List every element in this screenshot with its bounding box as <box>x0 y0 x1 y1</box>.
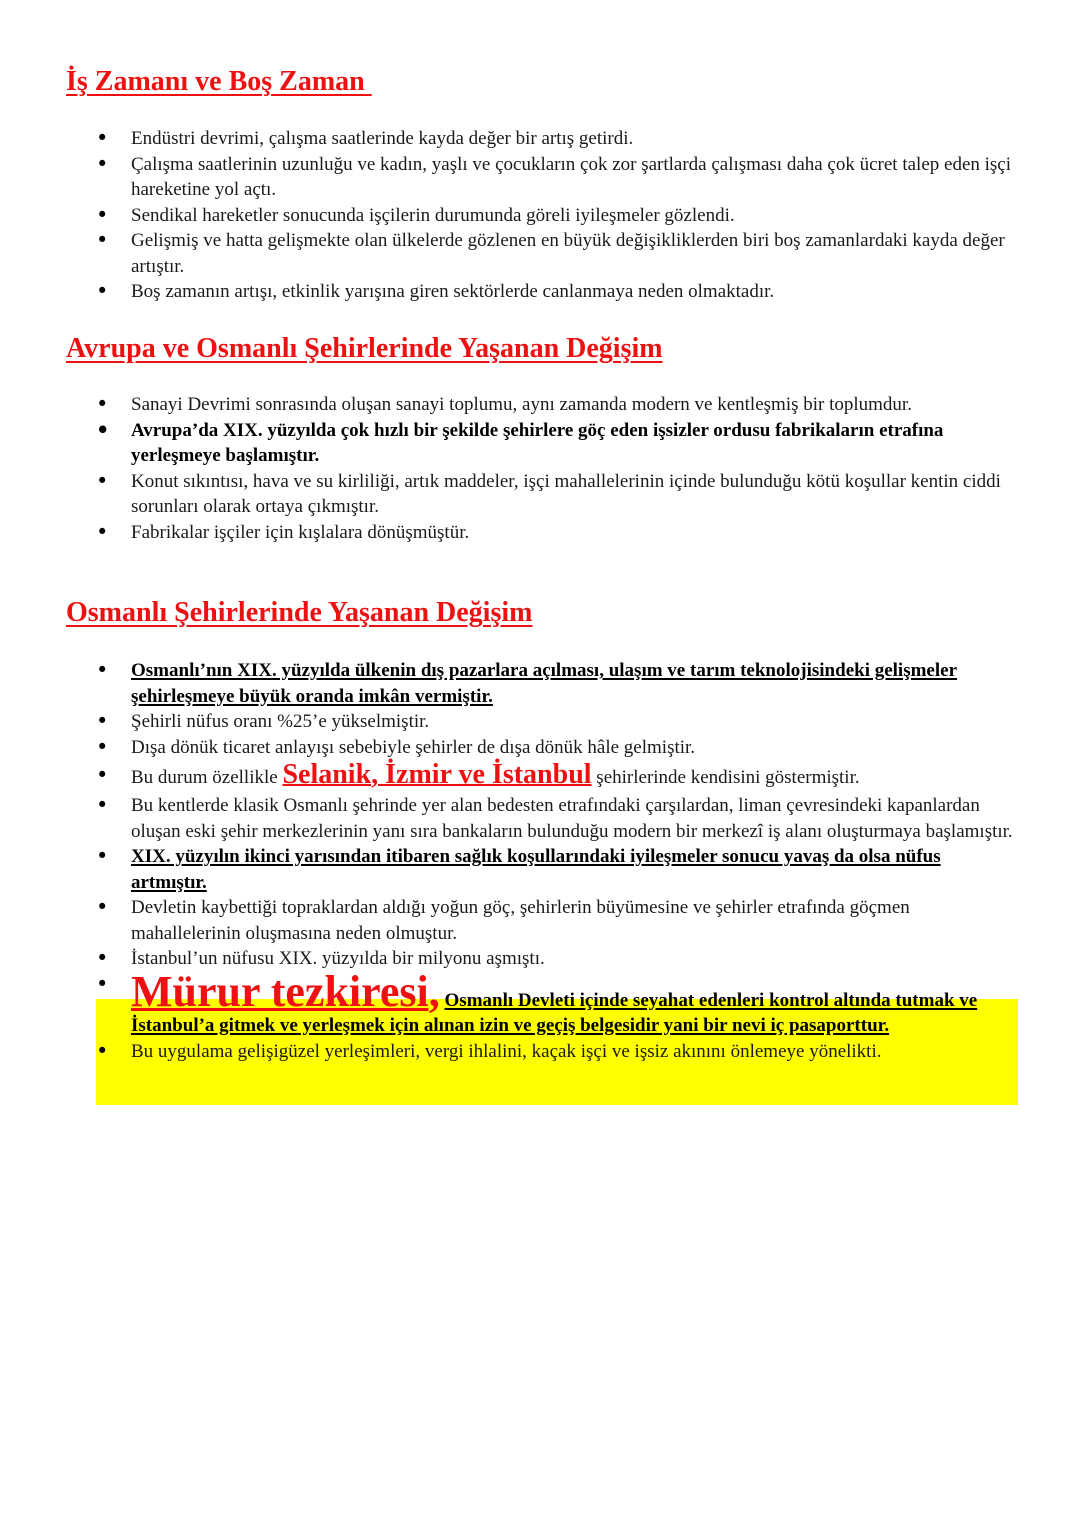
list-item: • Dışa dönük ticaret anlayışı sebebiyle şehirler de dışa dönük hâle gelmiştir. <box>0 735 1080 761</box>
list-item: • Bu uygulama gelişigüzel yerleşimleri, vergi ihlalini, kaçak işçi ve işsiz akınını önlemeye yönelikti. <box>0 1039 1080 1065</box>
list-item <box>0 760 1080 793</box>
list-item: • Çalışma saatlerinin uzunluğu ve kadın, yaşlı ve çocukların çok zor şartlarda çalışması daha çok ücret talep eden işçi hareketine yol açtı. <box>0 152 1080 203</box>
heading-is-zamani: İş Zamanı ve Boş Zaman <box>66 66 372 97</box>
list-osmanli-sehirleri <box>0 658 1080 1064</box>
list-item: • Devletin kaybettiği topraklardan aldığı yoğun göç, şehirlerin büyümesine ve şehirler etrafında göçmen mahallelerinin oluşmasına neden olmuştur. <box>0 895 1080 946</box>
list-item: • Gelişmiş ve hatta gelişmekte olan ülkelerde gözlenen en büyük değişikliklerden biri boş zamanlardaki kayda değer artıştır. <box>0 228 1080 279</box>
list-item: • Şehirli nüfus oranı %25’e yükselmiştir. <box>0 709 1080 735</box>
list-item: • Fabrikalar işçiler için kışlalara dönüşmüştür. <box>0 520 1080 546</box>
list-item-murur <box>0 966 1080 1039</box>
list-item: • Boş zamanın artışı, etkinlik yarışına giren sektörlerde canlanmaya neden olmaktadır. <box>0 279 1080 305</box>
list-item: • Endüstri devrimi, çalışma saatlerinde kayda değer bir artış getirdi. <box>0 126 1080 152</box>
murur-definition: Osmanlı Devleti içinde seyahat edenleri kontrol altında tutmak ve İstanbul’a gitmek ve yerleşmek için alınan izin ve geçiş belgesidir yani bir nevi iç pasaporttur. <box>131 989 978 1036</box>
list-item-bold: • Avrupa’da XIX. yüzyılda çok hızlı bir şekilde şehirlere göç eden işsizler ordusu fabrikaların etrafına yerleşmeye başlamıştır. <box>0 418 1080 469</box>
text-prefix: Bu durum özellikle <box>131 767 283 788</box>
list-item: • Sendikal hareketler sonucunda işçilerin durumunda göreli iyileşmeler gözlendi. <box>0 203 1080 229</box>
murur-tezkiresi-term: Mürur tezkiresi, <box>131 966 440 1016</box>
text-suffix: şehirlerinde kendisini göstermiştir. <box>591 767 860 788</box>
heading-avrupa-osmanli: Avrupa ve Osmanlı Şehirlerinde Yaşanan Değişim <box>66 333 663 364</box>
list-item <box>0 844 1080 895</box>
list-item: • İstanbul’un nüfusu XIX. yüzyılda bir milyonu aşmıştı. <box>0 946 1080 972</box>
highlighted-cities: Selanik, İzmir ve İstanbul <box>282 759 592 790</box>
list-item: • Sanayi Devrimi sonrasında oluşan sanayi toplumu, aynı zamanda modern ve kentleşmiş bir toplumdur. <box>0 392 1080 418</box>
heading-osmanli-sehirleri: Osmanlı Şehirlerinde Yaşanan Değişim <box>66 597 533 628</box>
bold-underlined-text: XIX. yüzyılın ikinci yarısından itibaren sağlık koşullarındaki iyileşmeler sonucu yavaş da olsa nüfus artmıştır. <box>131 846 941 893</box>
list-item <box>0 658 1080 709</box>
bold-underlined-text: Osmanlı’nın XIX. yüzyılda ülkenin dış pazarlara açılması, ulaşım ve tarım teknolojisindeki gelişmeler şehirleşmeye büyük oranda imkân vermiştir. <box>131 660 958 707</box>
list-avrupa-osmanli <box>0 392 1080 545</box>
list-is-zamani <box>0 126 1080 305</box>
list-item: • Konut sıkıntısı, hava ve su kirliliği, artık maddeler, işçi mahallelerinin içinde bulunduğu kötü koşullar kentin ciddi sorunları olarak ortaya çıkmıştır. <box>0 469 1080 520</box>
list-item: • Bu kentlerde klasik Osmanlı şehrinde yer alan bedesten etrafındaki çarşılardan, liman çevresindeki kapanlardan oluşan eski şehir merkezlerinin yanı sıra bankaların bulunduğu modern bir merkezî iş alanı oluşturmaya başlamıştır. <box>0 793 1080 844</box>
